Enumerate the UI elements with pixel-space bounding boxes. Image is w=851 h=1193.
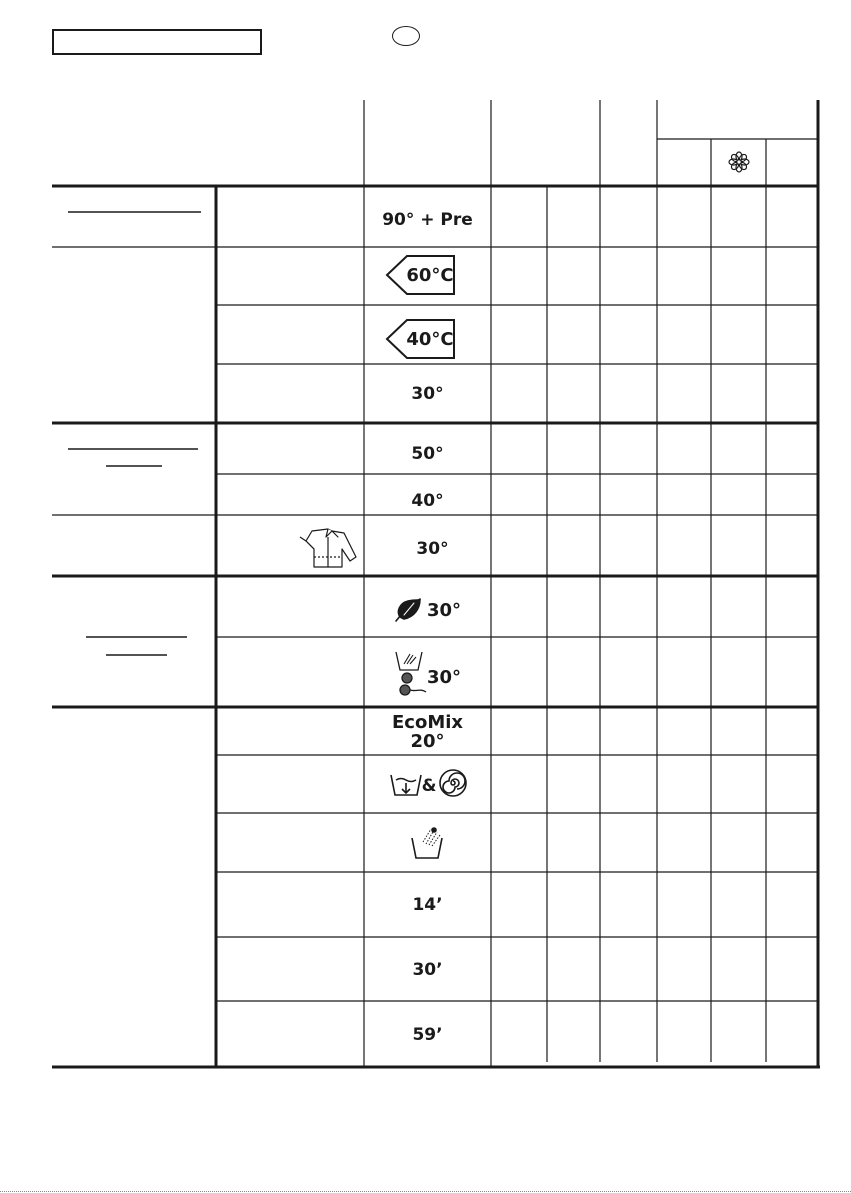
flower-icon [728, 151, 750, 173]
shirt-icon [298, 527, 360, 569]
program-label-14min: 14’ [412, 895, 443, 915]
temperature-tag-60-text: 60°C [406, 264, 454, 286]
program-label-ecomix: EcoMix [391, 711, 464, 733]
program-label-50: 50° [411, 444, 444, 464]
feather-icon [392, 595, 424, 625]
program-label-wool-30: 30° [426, 666, 462, 688]
rinse-shower-icon [410, 826, 444, 860]
program-label-40: 40° [411, 491, 444, 511]
drain-icon [389, 771, 423, 801]
drain-spin-ampersand: & [421, 776, 437, 796]
program-label-delicates-30: 30° [426, 599, 462, 621]
program-label-30min: 30’ [412, 960, 443, 980]
program-label-59min: 59’ [412, 1025, 443, 1045]
program-label-shirts-30: 30° [416, 539, 449, 559]
program-label-30-cotton: 30° [411, 384, 444, 404]
program-label-90-pre: 90° + Pre [382, 210, 473, 230]
spin-spiral-icon [438, 768, 468, 798]
temperature-tag-40-text: 40°C [406, 328, 454, 350]
program-label-ecomix-temp: 20° [410, 730, 445, 752]
